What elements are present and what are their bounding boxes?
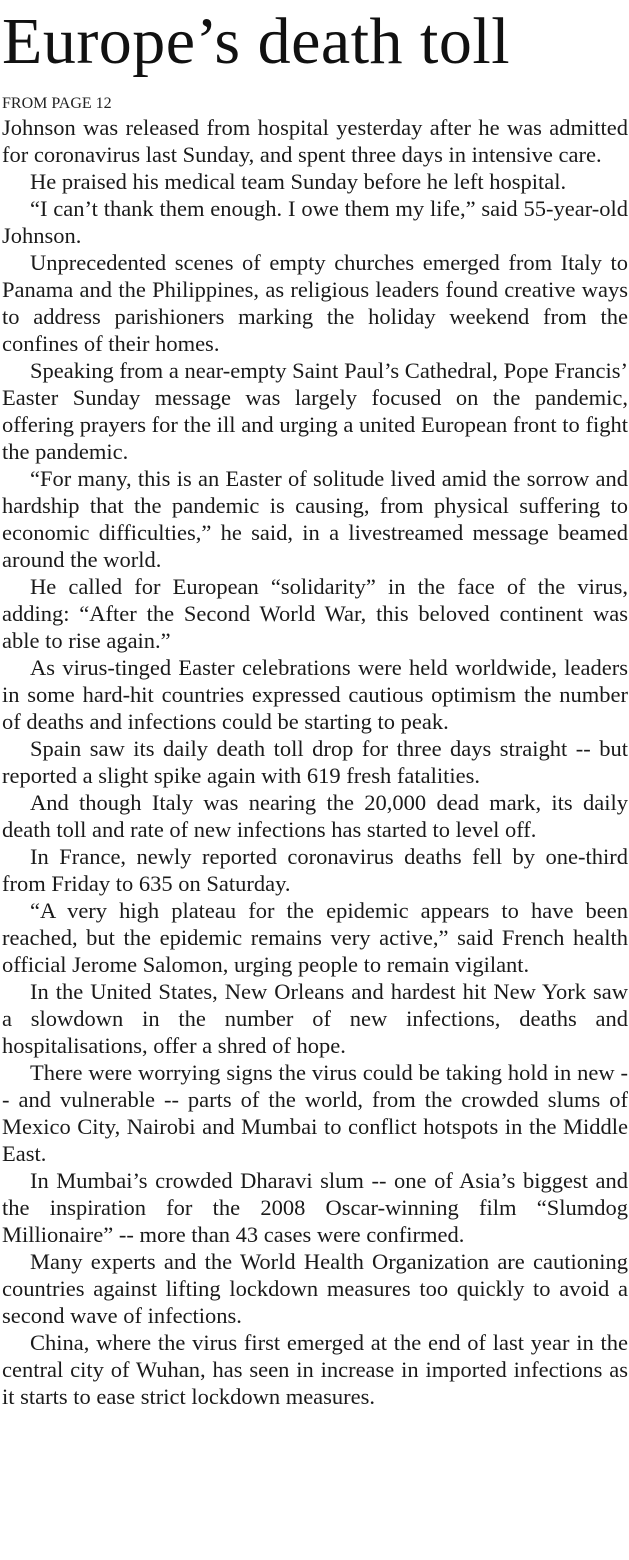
paragraph: In the United States, New Orleans and hardest hit New York saw a slowdown in the number of new infections, deaths and hospitalisations, offer a shred of hope.	[2, 979, 628, 1058]
jump-line: FROM PAGE 12	[2, 95, 112, 112]
paragraph: In France, newly reported coronavirus deaths fell by one-third from Friday to 635 on Saturday.	[2, 844, 628, 896]
paragraph: Johnson was released from hospital yesterday after he was admitted for coronavirus last Sunday, and spent three days in intensive care.	[2, 115, 628, 167]
paragraph: And though Italy was nearing the 20,000 dead mark, its daily death toll and rate of new infections has started to level off.	[2, 790, 628, 842]
paragraph: He called for European “solidarity” in the face of the virus, adding: “After the Second World War, this beloved continent was able to rise again.”	[2, 574, 628, 653]
headline: Europe’s death toll	[2, 5, 511, 78]
paragraph: He praised his medical team Sunday before he left hospital.	[30, 169, 567, 194]
paragraph: As virus-tinged Easter celebrations were held worldwide, leaders in some hard-hit countries expressed cautious optimism the number of deaths and infections could be starting to peak.	[2, 655, 628, 734]
paragraph: Speaking from a near-empty Saint Paul’s Cathedral, Pope Francis’ Easter Sunday message was largely focused on the pandemic, offering prayers for the ill and urging a united European front to fight the pandemic.	[2, 358, 628, 464]
paragraph: “A very high plateau for the epidemic appears to have been reached, but the epidemic remains very active,” said French health official Jerome Salomon, urging people to remain vigilant.	[2, 898, 628, 977]
paragraph: Spain saw its daily death toll drop for three days straight -- but reported a slight spike again with 619 fresh fatalities.	[2, 736, 628, 788]
paragraph: Unprecedented scenes of empty churches emerged from Italy to Panama and the Philippines, as religious leaders found creative ways to address parishioners marking the holiday weekend from the confines of their homes.	[2, 250, 628, 356]
paragraph: “I can’t thank them enough. I owe them my life,” said 55-year-old Johnson.	[2, 196, 628, 248]
paragraph: China, where the virus first emerged at the end of last year in the central city of Wuhan, has seen in increase in imported infections as it starts to ease strict lockdown measures.	[2, 1330, 628, 1409]
article-body	[2, 114, 628, 1410]
paragraph: There were worrying signs the virus could be taking hold in new -- and vulnerable -- parts of the world, from the crowded slums of Mexico City, Nairobi and Mumbai to conflict hotspots in the Middle East.	[2, 1060, 628, 1166]
paragraph: In Mumbai’s crowded Dharavi slum -- one of Asia’s biggest and the inspiration for the 2008 Oscar-winning film “Slumdog Millionaire” -- more than 43 cases were confirmed.	[2, 1168, 628, 1247]
article-page	[2, 0, 628, 1410]
paragraph: Many experts and the World Health Organization are cautioning countries against lifting lockdown measures too quickly to avoid a second wave of infections.	[2, 1249, 628, 1328]
paragraph: “For many, this is an Easter of solitude lived amid the sorrow and hardship that the pandemic is causing, from physical suffering to economic difficulties,” he said, in a livestreamed message beamed around the world.	[2, 466, 628, 572]
